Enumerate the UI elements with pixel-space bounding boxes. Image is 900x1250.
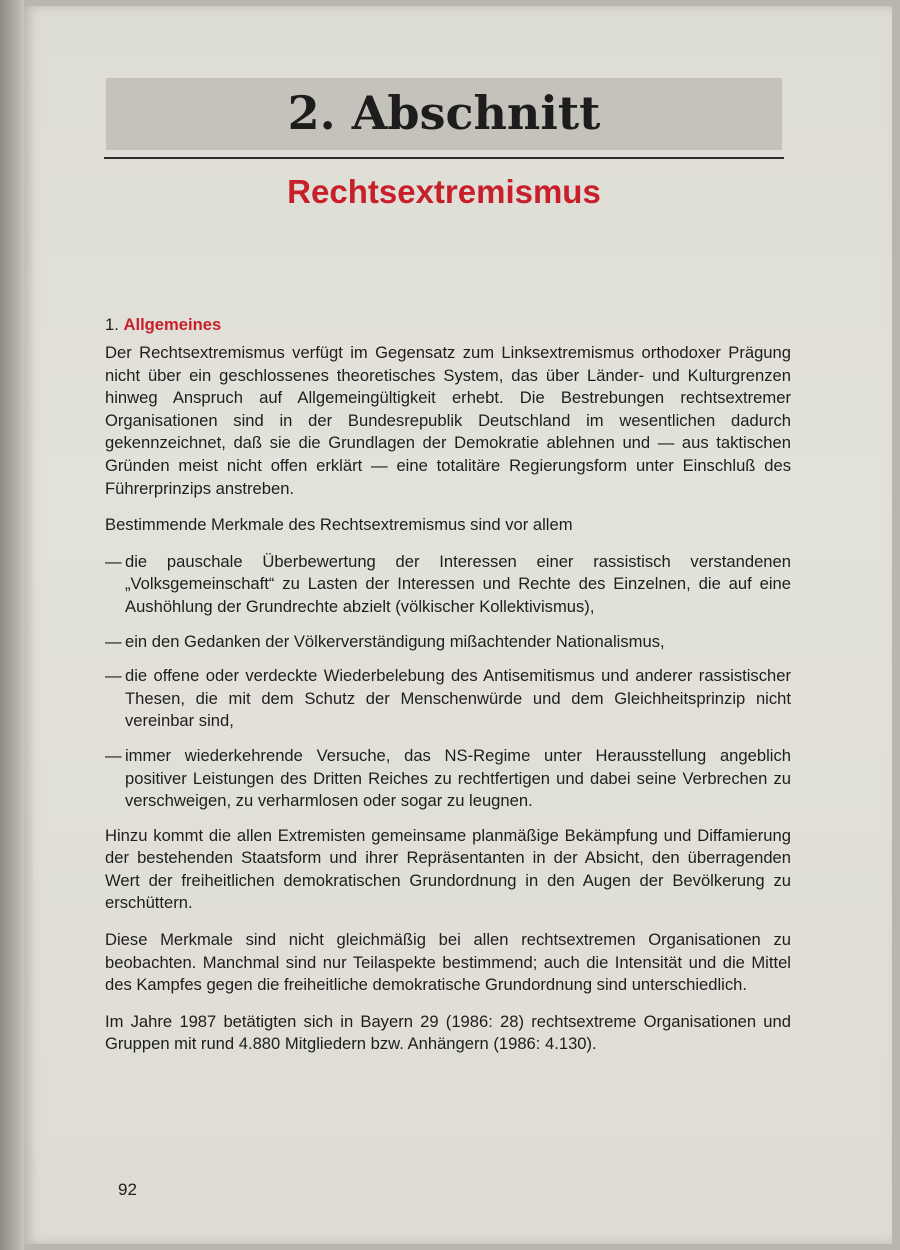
list-item-text: die offene oder verdeckte Wiederbelebung des Antisemitismus und anderer rassistischer Thesen, die mit dem Schutz der Menschenwürde und dem Gleichheitsprinzip nicht vereinbar sind, — [125, 666, 791, 731]
page-binding-edge — [0, 0, 24, 1250]
document-body — [105, 314, 791, 1070]
title-rule — [104, 157, 784, 159]
dash-marker: — — [105, 551, 122, 571]
section-subtitle: Rechtsextremismus — [287, 173, 601, 210]
dash-marker: — — [105, 745, 122, 765]
dash-marker: — — [105, 666, 122, 686]
paragraph-intro: Der Rechtsextremismus verfügt im Gegensatz zum Linksextremismus orthodoxer Prägung nicht über ein geschlossenes theoretisches System, das über Länder- und Kulturgrenzen hinweg Anspruch auf Allgemeingültigkeit erhebt. Die Bestrebungen rechtsextremer Organisationen sind in der Bundesrepublik Deutschland im wesentlichen dadurch gekennzeichnet, daß sie die Grundlagen der Demokratie ablehnen und — aus taktischen Gründen meist nicht offen erklärt — eine totalitäre Regierungsform unter Einschluß des Führerprinzips anstreben. — [105, 343, 791, 498]
dash-marker: — — [105, 631, 122, 651]
paragraph-variation: Diese Merkmale sind nicht gleichmäßig bei allen rechtsextremen Organisationen zu beobachten. Manchmal sind nur Teilaspekte bestimmend; auch die Intensität und die Mittel des Kampfes gegen die freiheitliche demokratische Grundordnung sind unterschiedlich. — [105, 930, 791, 995]
paragraph-defamation: Hinzu kommt die allen Extremisten gemeinsame planmäßige Bekämpfung und Diffamierung der bestehenden Staatsform und ihrer Repräsentanten in der Absicht, den überragenden Wert der freiheitlichen demokratischen Grundordnung in den Augen der Bevölkerung zu erschüttern. — [105, 825, 791, 913]
list-item-text: ein den Gedanken der Völkerverständigung mißachtender Nationalismus, — [125, 631, 665, 651]
list-item — [105, 665, 791, 733]
list-item — [105, 551, 791, 619]
list-item — [105, 631, 791, 654]
paragraph-features-lead: Bestimmende Merkmale des Rechtsextremismus sind vor allem — [105, 515, 573, 535]
list-item — [105, 745, 791, 813]
list-item-text: die pauschale Überbewertung der Interessen einer rassistisch verstandenen „Volksgemeinschaft“ zu Lasten der Interessen und Rechte des Einzelnen, die auf eine Aushöhlung der Grundrechte abzielt (völkischer Kollektivismus), — [125, 551, 791, 616]
page-number: 92 — [118, 1180, 137, 1199]
paragraph-statistics: Im Jahre 1987 betätigten sich in Bayern 29 (1986: 28) rechtsextreme Organisationen und Gruppen mit rund 4.880 Mitgliedern bzw. Anhängern (1986: 4.130). — [105, 1011, 791, 1054]
chapter-heading — [105, 314, 791, 336]
section-title: 2. Abschnitt — [287, 86, 601, 140]
list-item-text: immer wiederkehrende Versuche, das NS-Regime unter Herausstellung angeblich positiver Leistungen des Dritten Reiches zu rechtfertigen und dabei seine Verbrechen zu verschweigen, zu verharmlosen oder sogar zu leugnen. — [125, 745, 791, 811]
chapter-number: 1. — [105, 315, 119, 334]
chapter-title: Allgemeines — [123, 315, 222, 334]
features-list — [105, 551, 791, 813]
